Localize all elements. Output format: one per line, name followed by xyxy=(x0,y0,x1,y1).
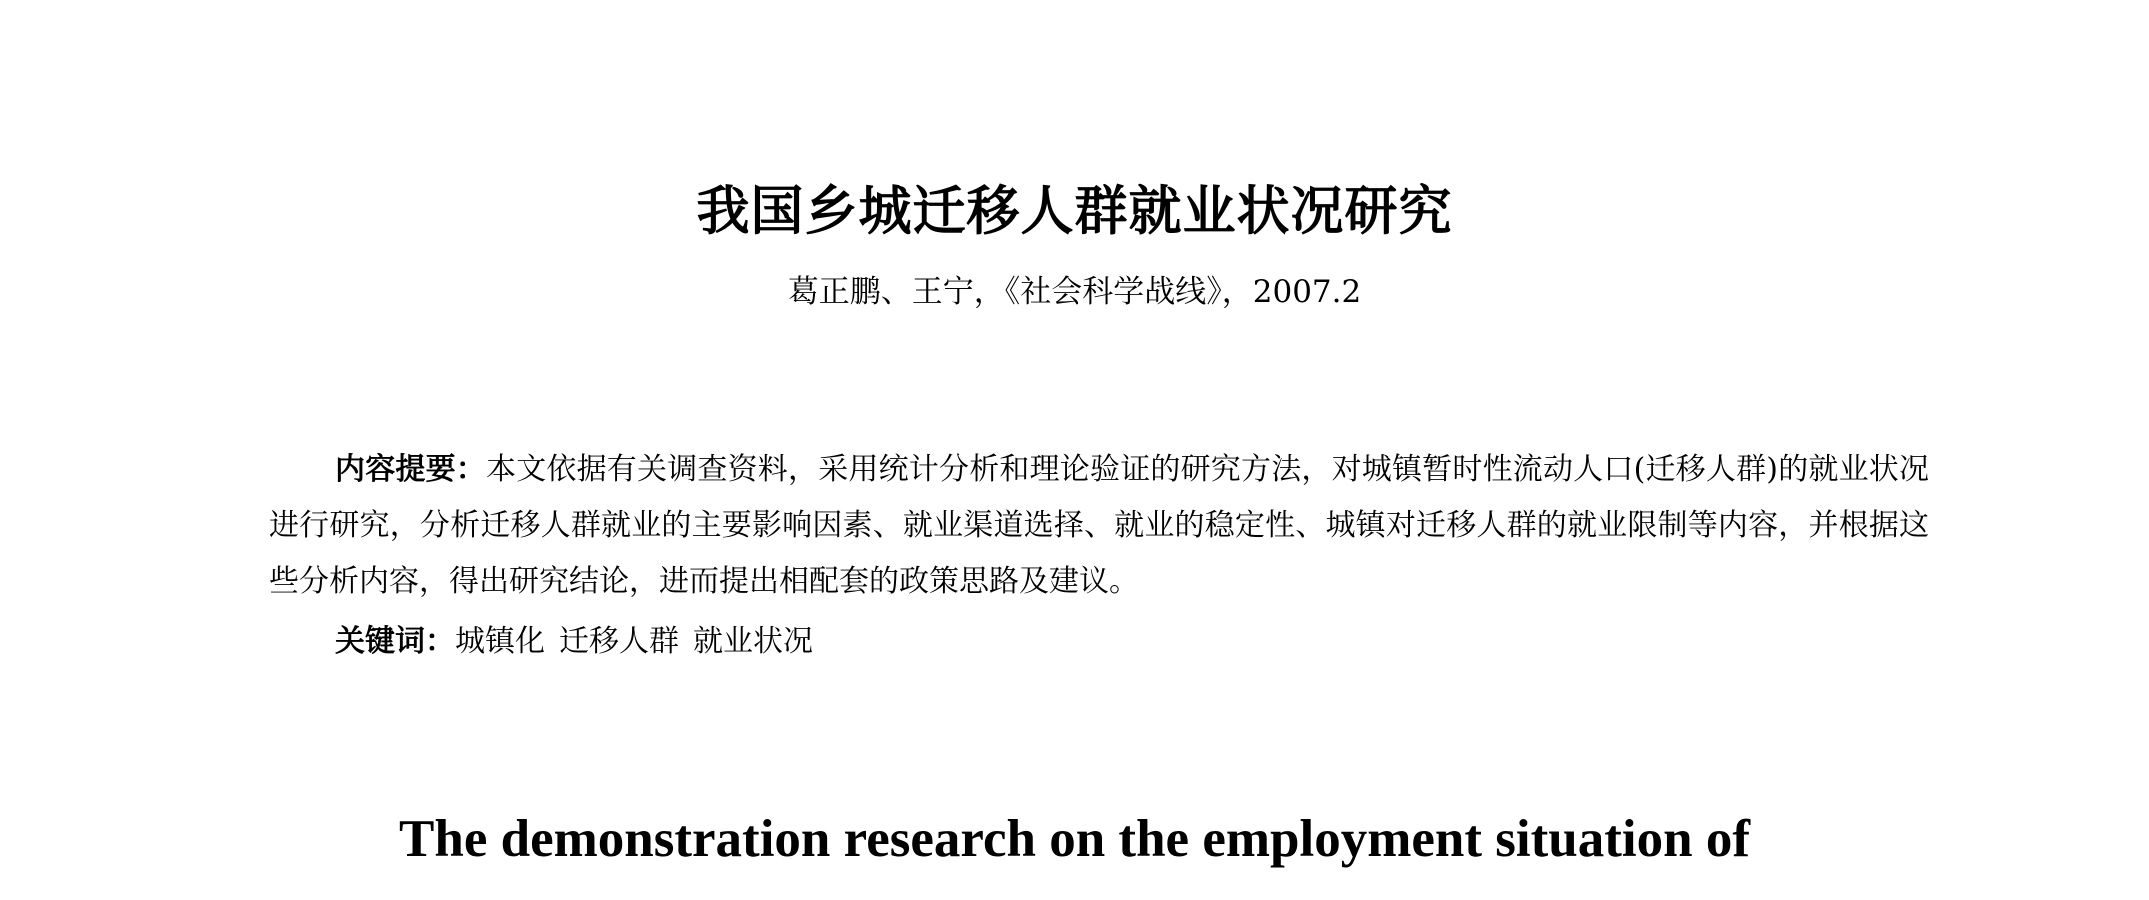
paper-title-english: The demonstration research on the employment situation of xyxy=(399,810,1750,868)
keyword-item: 城镇化 xyxy=(455,624,545,659)
keyword-item: 迁移人群 xyxy=(559,624,679,659)
abstract-text: 本文依据有关调查资料，采用统计分析和理论验证的研究方法，对城镇暂时性流动人口(迁移人群)的就业状况进行研究，分析迁移人群就业的主要影响因素、就业渠道选择、就业的稳定性、城镇对迁移人群的就业限制等内容，并根据这些分析内容，得出研究结论，进而提出相配套的政策思路及建议。 xyxy=(269,452,1929,599)
abstract-paragraph xyxy=(269,442,1929,610)
abstract-label: 内容提要： xyxy=(335,452,486,487)
author-byline: 葛正鹏、王宁，《社会科学战线》，2007.2 xyxy=(787,274,1362,310)
keyword-item: 就业状况 xyxy=(693,624,813,659)
keywords-line xyxy=(335,614,827,670)
keywords-label: 关键词： xyxy=(335,624,455,659)
abstract-section xyxy=(269,442,1929,610)
paper-title-chinese: 我国乡城迁移人群就业状况研究 xyxy=(696,180,1453,242)
